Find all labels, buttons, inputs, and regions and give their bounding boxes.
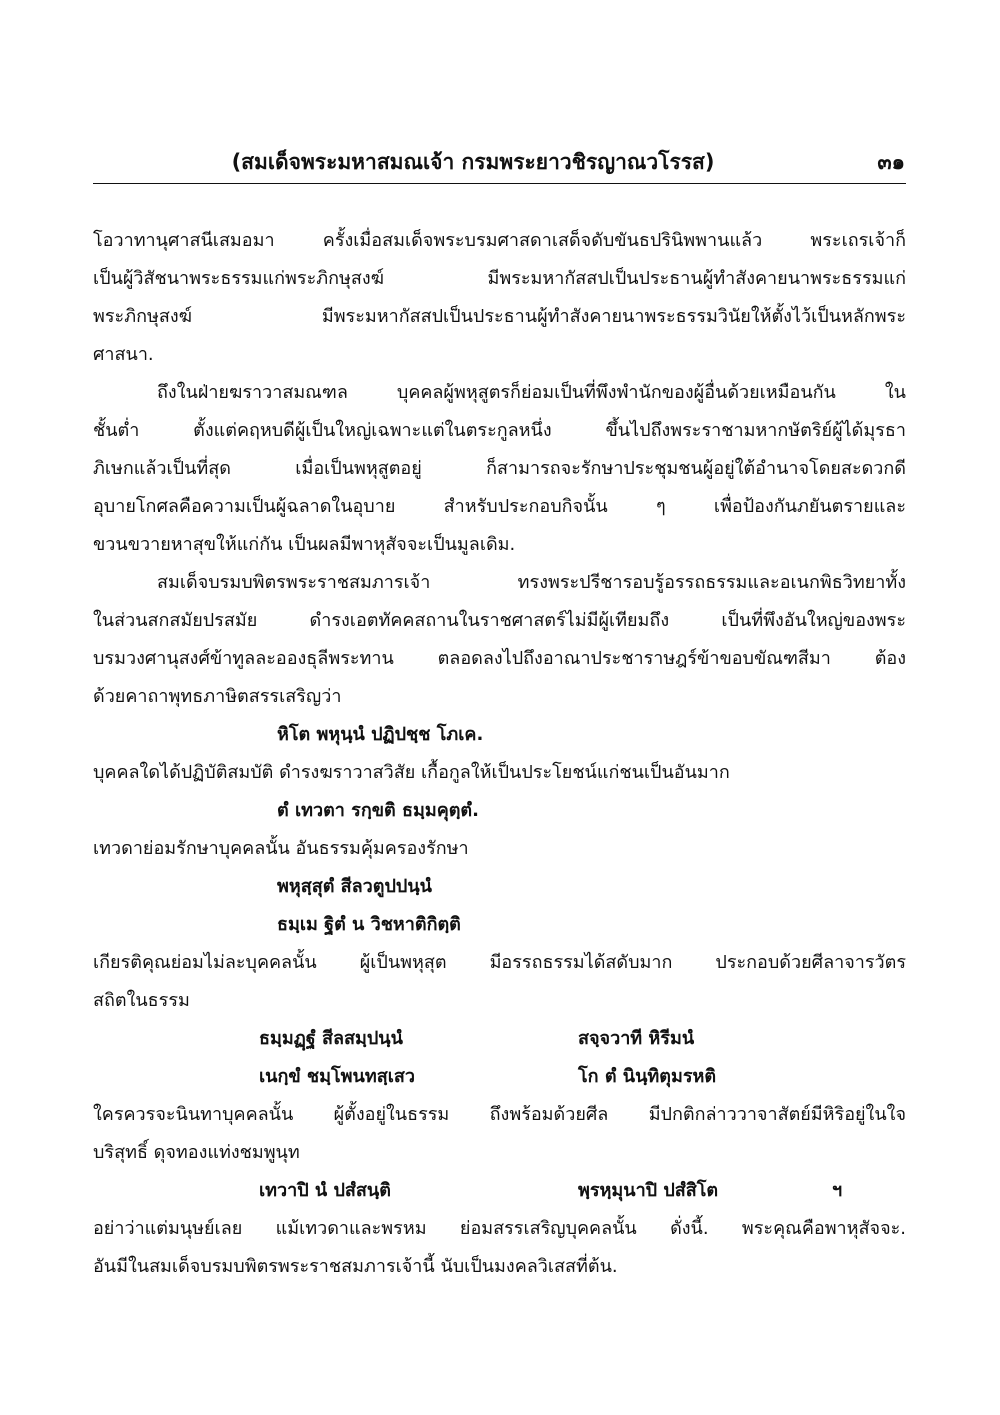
text-line: โอวาทานุศาสนีเสมอมา ครั้งเมื่อสมเด็จพระบรมศาสดาเสด็จดับขันธปรินิพพานแล้ว พระเถรเจ้าก็ <box>93 230 906 251</box>
text-line: ศาสนา. <box>93 344 154 365</box>
pali-verse-line: เนกฺขํ ชมฺโพนทสฺเสว <box>259 1066 415 1087</box>
text-line: บรมวงศานุสงศ์ข้าทูลละอองธุลีพระทาน ตลอดลงไปถึงอาณาประชาราษฎร์ข้าขอบขัณฑสีมา ต้อง <box>93 648 906 669</box>
text-line: อุบายโกศลคือความเป็นผู้ฉลาดในอุบาย สำหรับประกอบกิจนั้น ๆ เพื่อป้องกันภยันตรายและ <box>93 496 906 517</box>
text-line: ชั้นต่ำ ตั้งแต่คฤหบดีผู้เป็นใหญ่เฉพาะแต่ในตระกูลหนึ่ง ขึ้นไปถึงพระราชามหากษัตริย์ผู้ได้มุรธา <box>93 420 906 441</box>
text-line: ด้วยคาถาพุทธภาษิตสรรเสริญว่า <box>93 686 342 707</box>
text-line: สมเด็จบรมบพิตรพระราชสมภารเจ้า ทรงพระปรีชารอบรู้อรรถธรรมและอเนกพิธวิทยาทั้ง <box>157 572 906 593</box>
text-line: ใครควรจะนินทาบุคคลนั้น ผู้ตั้งอยู่ในธรรม ถึงพร้อมด้วยศีล มีปกติกล่าววาจาสัตย์มีหิริอยู่ในใจ <box>93 1104 906 1125</box>
text-line: อันมีในสมเด็จบรมบพิตรพระราชสมภารเจ้านี้ นับเป็นมงคลวิเสสที่ต้น. <box>93 1256 618 1277</box>
pali-verse-line: ธมฺมฏฺฐํ สีลสมฺปนฺนํ <box>259 1028 403 1049</box>
text-line: พระภิกษุสงฆ์ มีพระมหากัสสปเป็นประธานผู้ทำสังคายนาพระธรรมวินัยให้ตั้งไว้เป็นหลักพระ <box>93 306 906 327</box>
pali-verse-line: ธมฺเม ฐิตํ น วิชหาติกิตฺติ <box>277 914 461 935</box>
text-line: เป็นผู้วิสัชนาพระธรรมแก่พระภิกษุสงฆ์ มีพระมหากัสสปเป็นประธานผู้ทำสังคายนาพระธรรมแก่ <box>93 268 906 289</box>
page-title: (สมเด็จพระมหาสมณเจ้า กรมพระยาวชิรญาณวโรรส) <box>231 150 715 174</box>
pali-verse-line: พหุสฺสุตํ สีลวตูปปนฺนํ <box>277 876 432 897</box>
pali-verse-line: พฺรหฺมุนาปิ ปสํสิโต <box>578 1180 719 1201</box>
text-line: บุคคลใดได้ปฏิบัติสมบัติ ดำรงฆราวาสวิสัย เกื้อกูลให้เป็นประโยชน์แก่ชนเป็นอันมาก <box>93 762 730 783</box>
text-line: ขวนขวายหาสุขให้แก่กัน เป็นผลมีพาหุสัจจะเป็นมูลเดิม. <box>93 534 516 555</box>
verse-end-mark: ฯ <box>832 1180 843 1201</box>
pali-verse-line: ตํ เทวตา รกฺขติ ธมฺมคุตฺตํ. <box>277 800 479 821</box>
page-number: ๓๑ <box>877 150 905 174</box>
pali-verse-line: เทวาปิ นํ ปสํสนฺติ <box>259 1180 391 1201</box>
text-line: เกียรติคุณย่อมไม่ละบุคคลนั้น ผู้เป็นพหุสุต มีอรรถธรรมได้สดับมาก ประกอบด้วยศีลาจารวัตร <box>93 952 906 973</box>
pali-verse-line: โก ตํ นินฺทิตุมรหติ <box>578 1066 717 1087</box>
text-line: สถิตในธรรม <box>93 990 190 1011</box>
pali-verse-line: สจฺจวาที หิรีมนํ <box>578 1028 695 1049</box>
header-divider <box>93 183 906 184</box>
text-line: บริสุทธิ์ ดุจทองแท่งชมพูนุท <box>93 1142 300 1163</box>
text-line: อย่าว่าแต่มนุษย์เลย แม้เทวดาและพรหม ย่อมสรรเสริญบุคคลนั้น ดั่งนี้. พระคุณคือพาหุสัจจะ. <box>93 1218 906 1239</box>
text-line: เทวดาย่อมรักษาบุคคลนั้น อันธรรมคุ้มครองรักษา <box>93 838 469 859</box>
text-line: ภิเษกแล้วเป็นที่สุด เมื่อเป็นพหุสูตอยู่ ก็สามารถจะรักษาประชุมชนผู้อยู่ใต้อำนาจโดยสะดวกดี <box>93 458 906 479</box>
text-line: ถึงในฝ่ายฆราวาสมณฑล บุคคลผู้พหุสูตรก็ย่อมเป็นที่พึงพำนักของผู้อื่นด้วยเหมือนกัน ใน <box>157 382 906 403</box>
text-line: ในส่วนสกสมัยปรสมัย ดำรงเอตทัคคสถานในราชศาสตร์ไม่มีผู้เทียมถึง เป็นที่พึงอันใหญ่ของพระ <box>93 610 906 631</box>
pali-verse-line: หิโต พหุนฺนํ ปฏิปชฺช โภเค. <box>277 724 484 745</box>
